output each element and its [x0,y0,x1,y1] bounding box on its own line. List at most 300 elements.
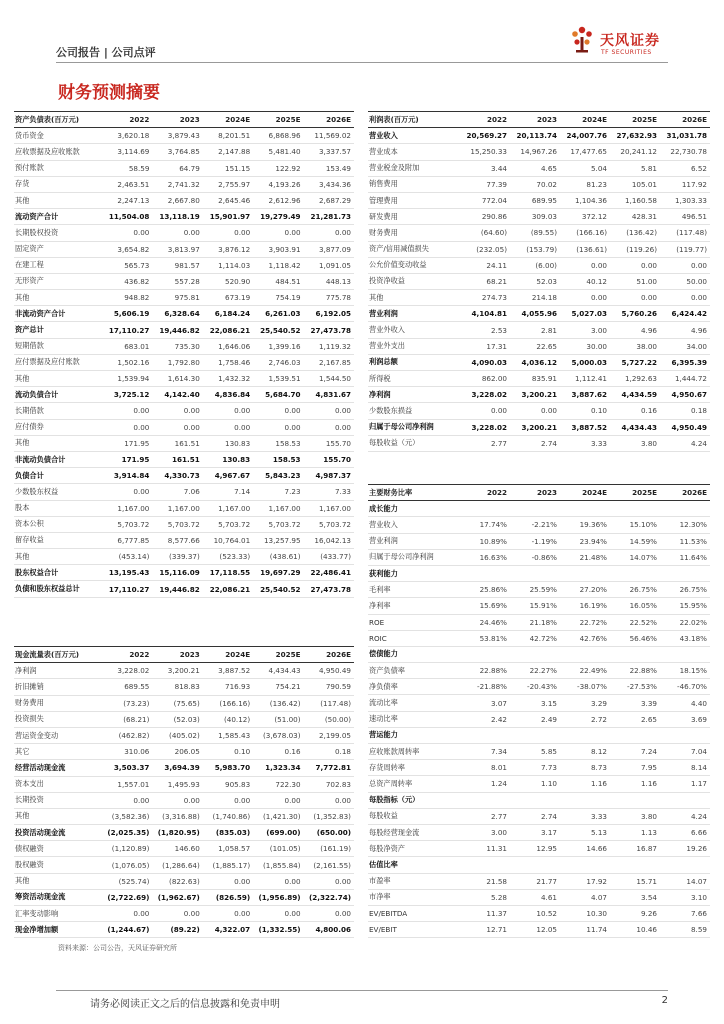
cell-value: (89.55) [510,225,560,241]
cell-value: (50.00) [304,711,354,727]
cell-value: (1,820.95) [152,825,202,841]
cell-value [560,646,610,662]
row-label: 每股经营现金流 [368,824,460,840]
cell-value: 7.34 [460,744,510,760]
column-header: 2023 [152,647,202,663]
cell-value: 4,836.84 [203,387,253,403]
cell-value: 1,118.42 [253,257,303,273]
cell-value: 3.33 [560,808,610,824]
cell-value: 1,292.63 [610,371,660,387]
cell-value: 436.82 [102,273,152,289]
table-row [14,371,354,387]
row-label: 市盈率 [368,873,460,889]
table-row [368,273,710,289]
cell-value: -2.21% [510,517,560,533]
cell-value: 14.07 [660,873,710,889]
cell-value: 3,887.62 [560,387,610,403]
cell-value: 24.46% [460,614,510,630]
row-label: 债权融资 [14,841,102,857]
cell-value: 7,772.81 [304,760,354,776]
cell-value: 27.20% [560,582,610,598]
table-row [14,144,354,160]
cell-value: 21.18% [510,614,560,630]
cell-value: 21,281.73 [304,209,354,225]
cell-value: 151.15 [203,160,253,176]
row-label: 流动比率 [368,695,460,711]
cell-value: (650.00) [304,825,354,841]
cell-value: 8,201.51 [203,128,253,144]
cell-value: (1,740.86) [203,808,253,824]
cell-value: 7.14 [203,484,253,500]
table-header-row [14,647,354,663]
cell-value: 3.39 [610,695,660,711]
row-label: 少数股东权益 [14,484,102,500]
cell-value: 2.49 [510,711,560,727]
cell-value: 171.95 [102,435,152,451]
row-label: 无形资产 [14,273,102,289]
flower-logo-icon [568,24,596,54]
cell-value [560,857,610,873]
cell-value: 3,887.52 [560,419,610,435]
cell-value: 557.28 [152,273,202,289]
cell-value: 3,228.02 [460,387,510,403]
cell-value: 9.26 [610,905,660,921]
table-row [368,257,710,273]
table-header-row [14,112,354,128]
cell-value: 0.00 [253,419,303,435]
cell-value: 17,118.55 [203,565,253,581]
cell-value: 158.53 [253,435,303,451]
cell-value: 3,228.02 [460,419,510,435]
row-label: 营业外收入 [368,322,460,338]
cell-value: 3,813.97 [152,241,202,257]
cell-value: 0.00 [102,403,152,419]
cell-value: 3.29 [560,695,610,711]
cell-value: 1.10 [510,776,560,792]
cell-value: 1,539.94 [102,371,152,387]
row-label: 少数股东损益 [368,403,460,419]
table-row [368,889,710,905]
cell-value [660,646,710,662]
row-label: 营业成本 [368,144,460,160]
table-row [14,387,354,403]
cell-value: (438.61) [253,549,303,565]
cell-value: 1,646.06 [203,338,253,354]
cell-value: (101.05) [253,841,303,857]
section-row [368,565,710,581]
cell-value: 12.71 [460,922,510,938]
cell-value: -21.88% [460,679,510,695]
table-title: 资产负债表(百万元) [14,112,102,128]
table-row [368,209,710,225]
row-label: 营业收入 [368,517,460,533]
cell-value: 22.02% [660,614,710,630]
row-label: 流动负债合计 [14,387,102,403]
row-label: 流动资产合计 [14,209,102,225]
cell-value: 17.92 [560,873,610,889]
cell-value: 1,792.80 [152,354,202,370]
cell-value: 3,503.37 [102,760,152,776]
cell-value: 448.13 [304,273,354,289]
table-row [368,744,710,760]
row-label: 固定资产 [14,241,102,257]
table-row [368,290,710,306]
cell-value: 1,557.01 [102,776,152,792]
cell-value: 0.00 [152,403,202,419]
cell-value: 0.00 [560,257,610,273]
row-label: 经营活动现金流 [14,760,102,776]
row-label: 每股收益（元） [368,435,460,451]
cell-value: 0.00 [660,290,710,306]
table-row [14,225,354,241]
cell-value: 3,114.69 [102,144,152,160]
cell-value: 14,967.26 [510,144,560,160]
table-row [368,144,710,160]
table-row [368,630,710,646]
cell-value: 3,725.12 [102,387,152,403]
cell-value: (89.22) [152,922,202,938]
income-statement-table [368,111,710,452]
cell-value: 155.70 [304,451,354,467]
cell-value: 70.02 [510,176,560,192]
cell-value: (2,025.35) [102,825,152,841]
cell-value: 2,147.88 [203,144,253,160]
cell-value: 775.78 [304,290,354,306]
cell-value: (835.03) [203,825,253,841]
cell-value: 4,434.43 [610,419,660,435]
cell-value: 13,118.19 [152,209,202,225]
row-label: 每股收益 [368,808,460,824]
cell-value: (339.37) [152,549,202,565]
cell-value: 3.10 [660,889,710,905]
row-label: 其他 [14,371,102,387]
page-title: 财务预测摘要 [58,83,160,103]
cell-value: 4,036.12 [510,354,560,370]
cell-value: 4,142.40 [152,387,202,403]
cell-value: 3,764.85 [152,144,202,160]
cell-value: 4,950.67 [660,387,710,403]
cell-value: 0.00 [610,257,660,273]
cell-value: 42.76% [560,630,610,646]
cell-value: 117.92 [660,176,710,192]
table-row [14,241,354,257]
cell-value: 22.88% [460,663,510,679]
cell-value: 0.00 [460,403,510,419]
column-header: 2026E [660,485,710,501]
cell-value: 4,330.73 [152,468,202,484]
row-label: 速动比率 [368,711,460,727]
cell-value: 702.83 [304,776,354,792]
cell-value: 290.86 [460,209,510,225]
cell-value: 274.73 [460,290,510,306]
cell-value: (826.59) [203,889,253,905]
cell-value: 975.81 [152,290,202,306]
cell-value: 1,058.57 [203,841,253,857]
row-label: 成长能力 [368,501,460,517]
cell-value: 3.69 [660,711,710,727]
cell-value: (1,885.17) [203,857,253,873]
cell-value: 673.19 [203,290,253,306]
cell-value: 105.01 [610,176,660,192]
cell-value: 52.03 [510,273,560,289]
cell-value: 19,279.49 [253,209,303,225]
table-row [14,760,354,776]
table-header-row [368,112,710,128]
table-row [368,128,710,144]
cell-value: 5,027.03 [560,306,610,322]
cell-value: 1,119.32 [304,338,354,354]
cell-value: 3,337.57 [304,144,354,160]
cell-value: 3,887.52 [203,663,253,679]
table-row [368,614,710,630]
cell-value: 14.07% [610,549,660,565]
cell-value: 19,446.82 [152,581,202,597]
row-label: 净利润 [14,663,102,679]
cell-value: 5.28 [460,889,510,905]
cell-value: 1,585.43 [203,727,253,743]
cell-value: 0.00 [253,792,303,808]
cell-value: 3,228.02 [102,663,152,679]
cell-value: 146.60 [152,841,202,857]
cell-value: 1.13 [610,824,660,840]
cell-value: 2,755.97 [203,176,253,192]
cell-value: 3,200.21 [510,387,560,403]
footer [56,990,668,1010]
row-label: 管理费用 [368,192,460,208]
cell-value: -0.86% [510,549,560,565]
cell-value: (462.82) [102,727,152,743]
cell-value: 19,697.29 [253,565,303,581]
row-label: 营业利润 [368,533,460,549]
cell-value: 3,620.18 [102,128,152,144]
table-row [368,403,710,419]
table-row [368,338,710,354]
cell-value: 1,114.03 [203,257,253,273]
cell-value: 7.06 [152,484,202,500]
cell-value: 1,544.50 [304,371,354,387]
table-row [14,792,354,808]
cell-value: 18.15% [660,663,710,679]
cell-value: 2.53 [460,322,510,338]
cell-value: 14.66 [560,841,610,857]
breadcrumb: 公司报告 | 公司点评 [56,46,156,59]
cell-value: 4,322.07 [203,922,253,938]
cell-value: 981.57 [152,257,202,273]
table-row [368,873,710,889]
table-row [14,516,354,532]
cell-value: 3,877.09 [304,241,354,257]
cell-value: 5,703.72 [253,516,303,532]
row-label: 应付债券 [14,419,102,435]
cell-value: 11.74 [560,922,610,938]
cell-value: 4.40 [660,695,710,711]
logo-text: 天风证券 [600,33,660,49]
cell-value: 1,614.30 [152,371,202,387]
cell-value: 26.75% [660,582,710,598]
table-row [14,776,354,792]
cell-value: 16.87 [610,841,660,857]
cell-value: 8.14 [660,760,710,776]
cell-value: 15.10% [610,517,660,533]
row-label: 净利率 [368,598,460,614]
cell-value: 16,042.13 [304,532,354,548]
cell-value: 22,486.41 [304,565,354,581]
cell-value: 64.79 [152,160,202,176]
cell-value: 0.00 [102,419,152,435]
cell-value: (3,582.36) [102,808,152,824]
table-row [14,922,354,938]
cell-value: 5,703.72 [304,516,354,532]
table-row [14,468,354,484]
column-header: 2025E [610,485,660,501]
table-row [368,371,710,387]
cell-value: (433.77) [304,549,354,565]
row-label: 存货 [14,176,102,192]
cell-value: 6,192.05 [304,306,354,322]
row-label: 营业利润 [368,306,460,322]
cell-value: 171.95 [102,451,152,467]
cell-value: 2,645.46 [203,192,253,208]
cell-value: 12.95 [510,841,560,857]
row-label: 资产总计 [14,322,102,338]
cell-value [610,646,660,662]
table-row [14,889,354,905]
cell-value: 15,250.33 [460,144,510,160]
cell-value [510,646,560,662]
cell-value: 26.75% [610,582,660,598]
table-row [14,581,354,597]
row-label: 利润总额 [368,354,460,370]
column-header: 2023 [152,112,202,128]
cell-value: 22.49% [560,663,610,679]
cell-value [660,501,710,517]
cell-value [660,792,710,808]
cell-value: 15.95% [660,598,710,614]
table-title: 利润表(百万元) [368,112,460,128]
cell-value: 19.36% [560,517,610,533]
row-label: 财务费用 [14,695,102,711]
column-header: 2023 [510,485,560,501]
cell-value: 2,667.80 [152,192,202,208]
cell-value: 1,167.00 [152,500,202,516]
cell-value [560,727,610,743]
cell-value: 2,612.96 [253,192,303,208]
cell-value: 15.71 [610,873,660,889]
cell-value: 754.19 [253,290,303,306]
cell-value: 5,983.70 [203,760,253,776]
row-label: 营业外支出 [368,338,460,354]
cell-value: 153.49 [304,160,354,176]
cell-value: 14.59% [610,533,660,549]
cell-value: 15.69% [460,598,510,614]
cell-value: 10.46 [610,922,660,938]
cell-value: 4.65 [510,160,560,176]
cell-value: 81.23 [560,176,610,192]
cell-value: (1,956.89) [253,889,303,905]
cell-value [610,792,660,808]
column-header: 2024E [203,647,253,663]
logo-subtext: TF SECURITIES [601,49,652,56]
row-label: 股权融资 [14,857,102,873]
section-row [368,792,710,808]
cell-value: 51.00 [610,273,660,289]
cell-value: 10.30 [560,905,610,921]
cell-value: 3,200.21 [152,663,202,679]
cell-value: 1,432.32 [203,371,253,387]
cell-value: 5,760.26 [610,306,660,322]
cell-value: 24.11 [460,257,510,273]
cell-value: (3,678.03) [253,727,303,743]
column-header: 2025E [253,112,303,128]
row-label: 负债和股东权益总计 [14,581,102,597]
cell-value: 0.18 [660,403,710,419]
cell-value: 0.00 [304,403,354,419]
cell-value: 2,199.05 [304,727,354,743]
cell-value: 16.63% [460,549,510,565]
section-row [368,501,710,517]
cell-value: 22,086.21 [203,581,253,597]
column-header: 2026E [660,112,710,128]
company-logo [568,22,678,62]
cell-value: 5,703.72 [102,516,152,532]
cell-value: 5,000.03 [560,354,610,370]
table-row [368,419,710,435]
table-row [368,905,710,921]
cell-value: 722.30 [253,776,303,792]
cell-value: 24,007.76 [560,128,610,144]
cell-value: 42.72% [510,630,560,646]
cell-value: 27,473.78 [304,322,354,338]
cell-value: 20,569.27 [460,128,510,144]
cell-value: 4,950.49 [660,419,710,435]
table-row [14,679,354,695]
row-label: 营业收入 [368,128,460,144]
table-row [368,306,710,322]
cell-value: 2,741.32 [152,176,202,192]
cell-value: (822.63) [152,873,202,889]
cell-value: 689.55 [102,679,152,695]
table-row [368,549,710,565]
cell-value: (166.16) [560,225,610,241]
cell-value: 4,950.49 [304,663,354,679]
cell-value: 2.74 [510,808,560,824]
cell-value: 0.10 [560,403,610,419]
cell-value: 19,446.82 [152,322,202,338]
cell-value: 0.00 [304,873,354,889]
row-label: 股东权益合计 [14,565,102,581]
row-label: 其他 [14,873,102,889]
balance-sheet-table [14,111,354,598]
cell-value: 30.00 [560,338,610,354]
cell-value: 0.00 [203,792,253,808]
table-row [368,922,710,938]
cell-value: 3,879.43 [152,128,202,144]
cell-value: 1,160.58 [610,192,660,208]
cell-value: 7.33 [304,484,354,500]
cell-value: 20,113.74 [510,128,560,144]
cell-value: 58.59 [102,160,152,176]
row-label: 长期投资 [14,792,102,808]
cell-value: -20.43% [510,679,560,695]
row-label: 估值比率 [368,857,460,873]
cell-value [560,565,610,581]
cell-value: (40.12) [203,711,253,727]
cell-value: 6,868.96 [253,128,303,144]
cell-value: 8.01 [460,760,510,776]
table-row [368,711,710,727]
cell-value: 3,694.39 [152,760,202,776]
cell-value: 0.00 [152,906,202,922]
